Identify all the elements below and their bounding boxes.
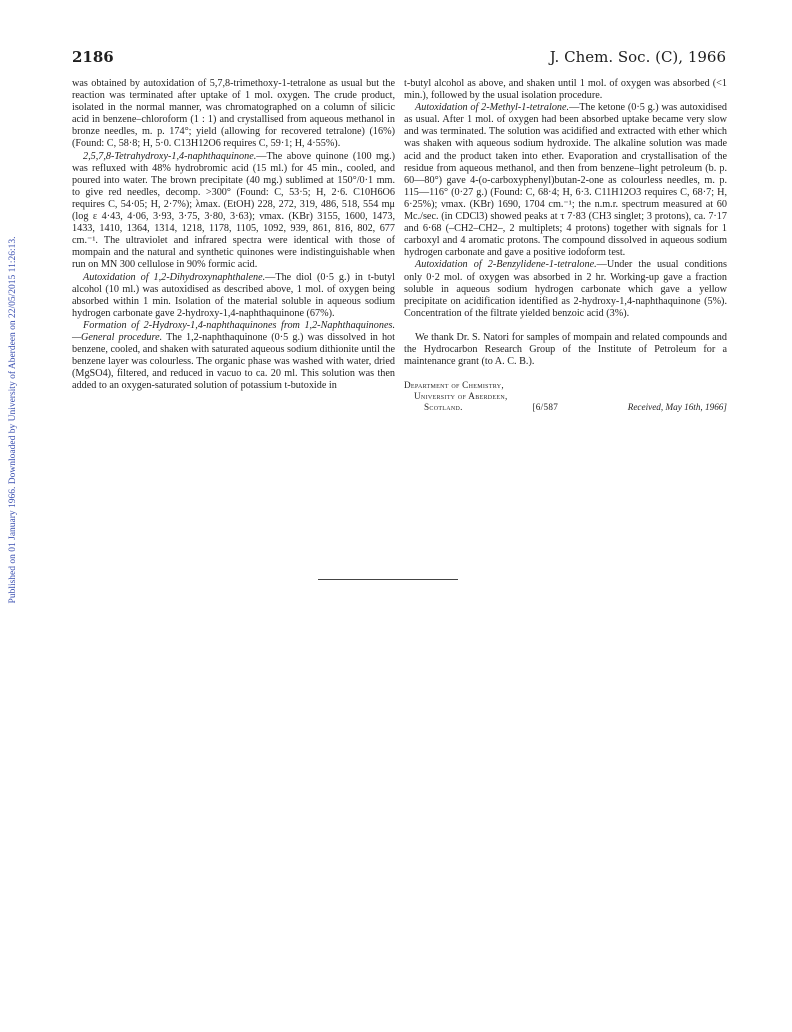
paragraph [72, 272, 395, 320]
left-column [72, 78, 395, 392]
acknowledgement: We thank Dr. S. Natori for samples of mompain and related compounds and the Hydrocarbon Research Group of the Institute of Petroleum for a maintenance grant (to A. C. B.). [404, 331, 727, 368]
end-rule [318, 579, 458, 580]
paragraph: was obtained by autoxidation of 5,7,8-trimethoxy-1-tetralone as usual but the reaction was terminated after uptake of 1 mol. oxygen. The crude product, isolated in the normal manner, was chromatographed on a column of silicic acid in benzene–chloroform (1 : 1) and crystallised from aqueous methanol in bronze needles, m. p. 174°; yield (allowing for recovered tetralone) (16%) (Found: C, 58·8; H, 5·0. C13H12O6 requires C, 59·1; H, 4·55%). [72, 78, 395, 150]
section-title: 2,5,7,8-Tetrahydroxy-1,4-naphthaquinone. [83, 150, 257, 162]
paragraph [404, 102, 727, 259]
address-country: Scotland. [424, 402, 463, 413]
paragraph [72, 151, 395, 272]
paragraph [404, 259, 727, 319]
paragraph-body: The 1,2-naphthaquinone (0·5 g.) was dissolved in hot benzene, cooled, and shaken with saturated aqueous sodium dithionite until the benzene layer was colourless. The organic phase was washed with water, dried (MgSO4), filtered, and reduced in vacuo to ca. 20 ml. This solution was then added to an oxygen-saturated solution of potassium t-butoxide in [72, 331, 395, 392]
author-address [404, 380, 727, 413]
page-number: 2186 [72, 48, 114, 66]
section-title: Autoxidation of 2-Benzylidene-1-tetralone. [415, 259, 597, 271]
section-title: Autoxidation of 2-Methyl-1-tetralone. [415, 102, 570, 114]
paragraph-body: —Under the usual conditions only 0·2 mol. of oxygen was absorbed in 2 hr. Working-up gave a fraction soluble in aqueous sodium hydrogen carbonate which gave a yellow precipitate on acidification identified as 2-hydroxy-1,4-naphthaquinone (5%). Concentration of the filtrate yielded benzoic acid (3%). [404, 259, 727, 319]
address-line: University of Aberdeen, [414, 391, 508, 402]
address-line: Department of Chemistry, [404, 380, 504, 391]
paragraph-body: —The diol (0·5 g.) in t-butyl alcohol (10 ml.) was autoxidised as described above, 1 mol. of oxygen being absorbed within 1 min. Isolation of the material soluble in aqueous sodium hydrogen carbonate gave 2-hydroxy-1,4-naphthaquinone (67%). [72, 271, 395, 319]
address-line-final [404, 402, 727, 413]
paragraph-body: —The above quinone (100 mg.) was refluxed with 48% hydrobromic acid (15 ml.) for 45 min., cooled, and poured into water. The brown precipitate (40 mg.) sublimed at 150°/0·1 mm. to give red needles, decomp. >300° (Found: C, 53·5; H, 2·6. C10H6O6 requires C, 54·05; H, 2·7%); λmax. (EtOH) 228, 272, 319, 486, 518, 554 mμ (log ε 4·43, 4·06, 3·93, 3·75, 3·80, 3·63); νmax. (KBr) 3155, 1600, 1473, 1433, 1410, 1364, 1314, 1218, 1178, 1105, 1092, 939, 861, 816, 802, 677 cm.⁻¹. The ultraviolet and infrared spectra were identical with those of mompain and the natural and synthetic quinones were indistinguishable when run on MN 300 cellulose in 90% formic acid. [72, 150, 395, 271]
download-sidebar [4, 210, 22, 630]
section-title: Formation of 2-Hydroxy-1,4-naphthaquinones from 1,2-Naphthaquinones.—General procedure. [72, 319, 395, 343]
journal-reference: J. Chem. Soc. (C), 1966 [549, 48, 726, 66]
right-column [404, 78, 727, 413]
paragraph-body: —The ketone (0·5 g.) was autoxidised as usual. After 1 mol. of oxygen had been absorbed uptake became very slow and was terminated. The solution was acidified and extracted with ether which was shaken with aqueous sodium hydroxide. The alkaline solution was made acid and the product taken into ether. Evaporation and crystallisation of the residue from aqueous methanol, and then from benzene–light petroleum (b. p. 60—80°) gave 4-(o-carboxyphenyl)butan-2-one as colourless needles, m. p. 115—116° (0·27 g.) (Found: C, 68·4; H, 6·3. C11H12O3 requires C, 68·7; H, 6·25%); νmax. (KBr) 1690, 1704 cm.⁻¹; the n.m.r. spectrum measured at 60 Mc./sec. (in CDCl3) showed peaks at τ 7·83 (CH3 singlet; 3 protons), ca. 7·17 and 6·68 (–CH2–CH2–, 2 multiplets; 4 protons) together with signals for 1 carboxyl and 4 aromatic protons. The compound dissolved in aqueous sodium hydrogen carbonate and gave a positive iodoform test. [404, 102, 727, 259]
paragraph [72, 320, 395, 393]
manuscript-ref: [6/587 [532, 402, 559, 413]
received-date: Received, May 16th, 1966] [627, 402, 727, 413]
paragraph: t-butyl alcohol as above, and shaken until 1 mol. of oxygen was absorbed (<1 min.), followed by the usual isolation procedure. [404, 78, 727, 102]
section-title: Autoxidation of 1,2-Dihydroxynaphthalene. [83, 271, 266, 283]
download-notice[interactable]: Published on 01 January 1966. Downloaded by University of Aberdeen on 22/05/2015 11:26:13. [8, 236, 18, 604]
